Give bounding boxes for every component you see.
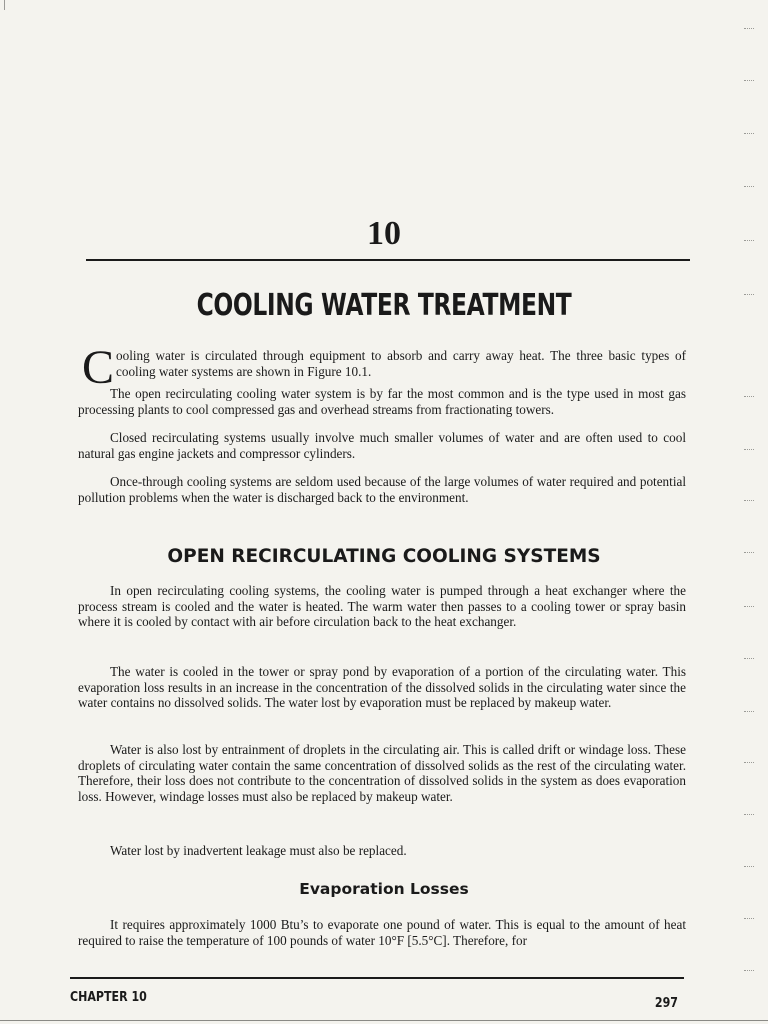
chapter-title: COOLING WATER TREATMENT — [196, 288, 572, 323]
scan-edge-mark — [744, 658, 754, 659]
scan-edge-mark — [744, 918, 754, 919]
paragraph-open-systems: The open recirculating cooling water system is by far the most common and is the type used in most gas processing plants to cool compressed gas and overhead streams from fractionating towers. — [78, 386, 686, 417]
scan-edge-mark — [744, 186, 754, 187]
paragraph-evaporation-losses: It requires approximately 1000 Btu’s to evaporate one pound of water. This is equal to the amount of heat required to raise the temperature of 100 pounds of water 10°F [5.5°C]. Therefore, for — [78, 917, 686, 948]
paragraph-closed-systems: Closed recirculating systems usually involve much smaller volumes of water and are often used to cool natural gas engine jackets and compressor cylinders. — [78, 430, 686, 461]
scan-edge-mark — [744, 970, 754, 971]
scan-edge-mark — [744, 294, 754, 295]
intro-text: ooling water is circulated through equipment to absorb and carry away heat. The three basic types of cooling water systems are shown in Figure 10.1. — [116, 348, 686, 379]
section-heading: OPEN RECIRCULATING COOLING SYSTEMS — [167, 546, 601, 567]
scan-edge-mark — [744, 80, 754, 81]
scan-edge-mark — [744, 396, 754, 397]
page-number: 297 — [654, 996, 678, 1011]
paragraph-once-through: Once-through cooling systems are seldom used because of the large volumes of water required and potential pollution problems when the water is discharged back to the environment. — [78, 474, 686, 505]
chapter-number: 10 — [367, 215, 401, 252]
scan-edge-mark — [4, 0, 5, 10]
scan-edge-mark — [744, 500, 754, 501]
paragraph-windage: Water is also lost by entrainment of droplets in the circulating air. This is called drift or windage loss. These droplets of circulating water contain the same concentration of dissolved solids as the rest of the circulating water. Therefore, their loss does not contribute to the concentration of dissolved solids in the system as does evaporation loss. However, windage losses must also be replaced by makeup water. — [78, 742, 686, 804]
intro-paragraph — [78, 341, 686, 394]
subsection-heading: Evaporation Losses — [299, 880, 469, 898]
scan-edge-mark — [744, 814, 754, 815]
scan-edge-mark — [744, 762, 754, 763]
scan-edge-mark — [744, 866, 754, 867]
title-rule — [86, 259, 690, 261]
scan-edge-mark — [744, 28, 754, 29]
scan-bottom-edge — [0, 1020, 768, 1021]
footer-chapter-label: CHAPTER 10 — [70, 990, 147, 1005]
scan-edge-mark — [744, 552, 754, 553]
scan-edge-mark — [744, 711, 754, 712]
paragraph-leakage: Water lost by inadvertent leakage must also be replaced. — [110, 843, 407, 858]
paragraph-heat-exchanger: In open recirculating cooling systems, the cooling water is pumped through a heat exchanger where the process stream is cooled and the water is heated. The warm water then passes to a cooling tower or spray basin where it is cooled by contact with air before circulation back to the heat exchanger. — [78, 583, 686, 630]
scan-edge-mark — [744, 133, 754, 134]
paragraph-evaporation: The water is cooled in the tower or spray pond by evaporation of a portion of the circulating water. This evaporation loss results in an increase in the concentration of the dissolved solids in the circulating water since the water contains no dissolved solids. The water lost by evaporation must be replaced by makeup water. — [78, 664, 686, 711]
drop-cap-letter: C — [82, 341, 115, 394]
footer-rule — [70, 977, 684, 979]
scan-edge-mark — [744, 449, 754, 450]
scan-edge-mark — [744, 606, 754, 607]
scan-edge-mark — [744, 240, 754, 241]
